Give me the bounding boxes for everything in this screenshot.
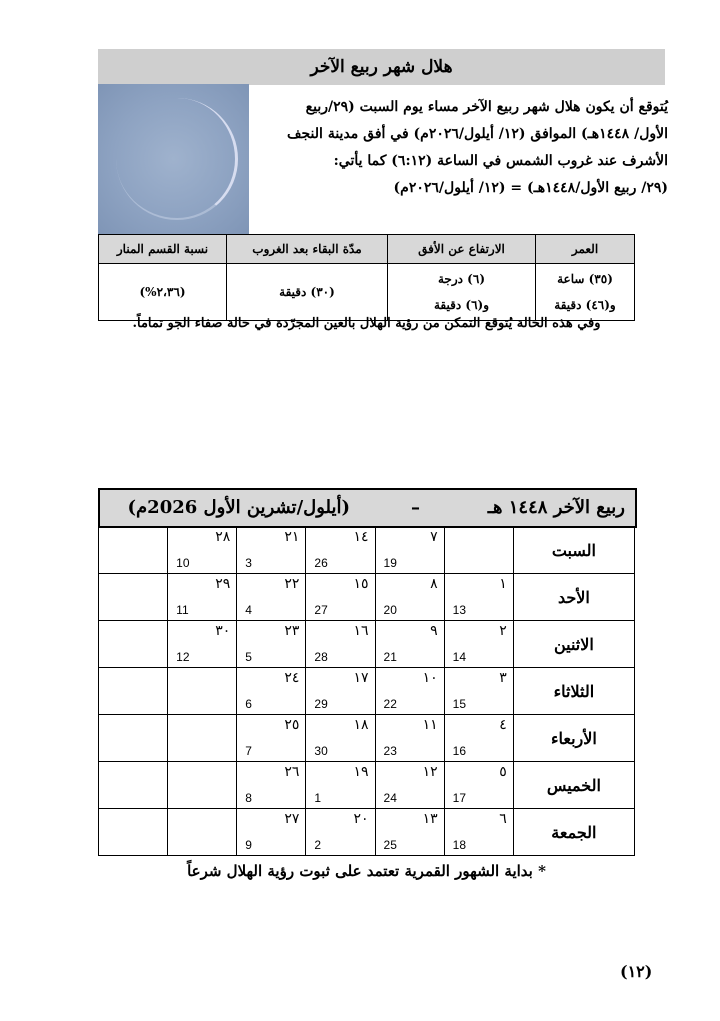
gregorian-day-number: 16 xyxy=(452,744,467,758)
hijri-day-number: ٢٣ xyxy=(284,623,300,639)
hijri-day-number: ١٨ xyxy=(353,717,369,733)
footnote: * بداية الشهور القمرية تعتمد على ثبوت رؤية الهلال شرعاً xyxy=(187,862,546,880)
hijri-day-number: ٢٤ xyxy=(284,670,300,686)
gregorian-day-number: 9 xyxy=(245,838,252,852)
calendar-row xyxy=(99,527,635,574)
gregorian-day-number: 22 xyxy=(383,697,397,711)
age-hours: (٣٥) ساعة xyxy=(557,272,613,286)
calendar-row xyxy=(99,574,635,621)
hijri-day-number: ١٦ xyxy=(353,623,369,639)
gregorian-day-number: 23 xyxy=(383,744,397,758)
hijri-day-number: ٢٦ xyxy=(284,764,300,780)
weekday-label: الثلاثاء xyxy=(513,668,634,715)
hijri-day-number: ٥ xyxy=(499,764,507,780)
calendar-row xyxy=(99,809,635,856)
hijri-day-number: ١ xyxy=(499,576,507,592)
crescent-moon-image xyxy=(98,84,249,234)
page-number: (١٢) xyxy=(620,962,653,981)
hijri-day-number: ٨ xyxy=(430,576,438,592)
calendar-cell xyxy=(375,527,444,574)
calendar-cell xyxy=(444,621,513,668)
gregorian-day-number: 2 xyxy=(314,838,322,852)
gregorian-day-number: 20 xyxy=(383,603,397,617)
observation-header-row xyxy=(99,235,635,264)
hijri-day-number: ١٠ xyxy=(422,670,438,686)
hijri-day-number: ٢١ xyxy=(284,529,300,545)
calendar-row xyxy=(99,715,635,762)
crescent-arc xyxy=(116,98,238,220)
calendar-cell xyxy=(168,574,237,621)
calendar-cell xyxy=(237,621,306,668)
intro-line-3: الأشرف عند غروب الشمس في الساعة (٦:١٢) كما يأتي: xyxy=(333,153,668,169)
hijri-day-number: ٢ xyxy=(499,623,507,639)
hijri-day-number: ٧ xyxy=(430,529,438,545)
calendar-cell xyxy=(306,668,375,715)
calendar-cell xyxy=(99,715,168,762)
gregorian-day-number: 19 xyxy=(383,556,397,570)
weekday-label: الأحد xyxy=(513,574,634,621)
altitude-minutes: و(٦) دقيقة xyxy=(434,298,489,312)
duration-value: (٣٠) دقيقة xyxy=(227,264,388,321)
calendar-row xyxy=(99,668,635,715)
gregorian-month-title: (أيلول/تشرين الأول 2026م) xyxy=(127,497,350,518)
title-separator: – xyxy=(411,497,420,518)
weekday-label: السبت xyxy=(513,527,634,574)
header-illumination: نسبة القسم المنار xyxy=(99,235,227,264)
calendar-cell xyxy=(99,527,168,574)
calendar-cell xyxy=(306,809,375,856)
altitude-value xyxy=(388,264,536,321)
gregorian-day-number: 26 xyxy=(314,556,328,570)
calendar-cell xyxy=(375,668,444,715)
gregorian-day-number: 30 xyxy=(314,744,328,758)
hijri-month-title: ربيع الآخر ١٤٤٨ هـ xyxy=(487,497,625,518)
intro-paragraph xyxy=(258,94,668,175)
hijri-day-number: ٢٧ xyxy=(284,811,300,827)
age-value xyxy=(536,264,635,321)
calendar-cell xyxy=(168,527,237,574)
calendar-row xyxy=(99,621,635,668)
calendar-cell xyxy=(444,762,513,809)
calendar-cell xyxy=(444,715,513,762)
calendar-cell xyxy=(444,809,513,856)
calendar-row xyxy=(99,762,635,809)
hijri-day-number: ٢٥ xyxy=(284,717,300,733)
gregorian-day-number: 12 xyxy=(176,650,190,664)
gregorian-day-number: 11 xyxy=(176,603,189,617)
weekday-label: الخميس xyxy=(513,762,634,809)
gregorian-day-number: 3 xyxy=(245,556,252,570)
calendar-cell xyxy=(99,809,168,856)
calendar-cell xyxy=(168,762,237,809)
gregorian-day-number: 21 xyxy=(383,650,397,664)
calendar-cell xyxy=(237,527,306,574)
intro-line-2: الأول/ ١٤٤٨هـ) الموافق (١٢/ أيلول/٢٠٢٦م) في أفق مدينة النجف xyxy=(287,126,668,142)
weekday-label: الجمعة xyxy=(513,809,634,856)
hijri-day-number: ٢٢ xyxy=(284,576,300,592)
hijri-day-number: ٤ xyxy=(499,717,507,733)
hijri-day-number: ١٢ xyxy=(422,764,438,780)
hijri-day-number: ٢٨ xyxy=(215,529,231,545)
calendar-cell xyxy=(375,762,444,809)
calendar-cell xyxy=(168,668,237,715)
gregorian-day-number: 18 xyxy=(452,838,467,852)
calendar-cell xyxy=(237,668,306,715)
calendar-cell xyxy=(168,715,237,762)
calendar-cell xyxy=(237,715,306,762)
hijri-day-number: ١٩ xyxy=(353,764,369,780)
hijri-day-number: ١٥ xyxy=(353,576,369,592)
calendar-cell xyxy=(444,574,513,621)
hijri-day-number: ٩ xyxy=(430,623,438,639)
calendar-cell xyxy=(237,574,306,621)
calendar-cell xyxy=(375,621,444,668)
calendar-cell xyxy=(306,621,375,668)
calendar-cell xyxy=(99,762,168,809)
section-title: هلال شهر ربيع الآخر xyxy=(98,49,665,85)
weekday-label: الاثنين xyxy=(513,621,634,668)
illumination-value: (٢،٣٦%) xyxy=(99,264,227,321)
gregorian-day-number: 24 xyxy=(383,791,397,805)
hijri-day-number: ١١ xyxy=(422,717,438,733)
hijri-day-number: ٣٠ xyxy=(215,623,231,639)
hijri-day-number: ٣ xyxy=(499,670,507,686)
calendar-cell xyxy=(306,715,375,762)
gregorian-day-number: 27 xyxy=(314,603,328,617)
gregorian-day-number: 17 xyxy=(452,791,467,805)
calendar-cell xyxy=(99,668,168,715)
gregorian-day-number: 29 xyxy=(314,697,328,711)
calendar-cell xyxy=(237,762,306,809)
hijri-day-number: ١٧ xyxy=(353,670,369,686)
calendar-cell xyxy=(99,621,168,668)
calendar-cell xyxy=(375,574,444,621)
calendar-header xyxy=(98,488,637,528)
altitude-degrees: (٦) درجة xyxy=(438,272,485,286)
header-altitude: الارتفاع عن الأفق xyxy=(388,235,536,264)
calendar-cell xyxy=(444,527,513,574)
calendar-grid xyxy=(98,526,635,856)
gregorian-day-number: 7 xyxy=(245,744,252,758)
calendar-cell xyxy=(444,668,513,715)
gregorian-day-number: 1 xyxy=(314,791,322,805)
calendar-cell xyxy=(99,574,168,621)
gregorian-day-number: 10 xyxy=(176,556,190,570)
calendar-cell xyxy=(306,762,375,809)
gregorian-day-number: 25 xyxy=(383,838,397,852)
date-equation: (٢٩/ ربيع الأول/١٤٤٨هـ) = (١٢/ أيلول/٢٠٢٦م) xyxy=(393,180,668,196)
calendar-cell xyxy=(168,809,237,856)
hijri-day-number: ١٣ xyxy=(422,811,438,827)
calendar-cell xyxy=(375,715,444,762)
calendar-cell xyxy=(168,621,237,668)
intro-line-1: يُتوقع أن يكون هلال شهر ربيع الآخر مساء يوم السبت (٢٩/ربيع xyxy=(305,99,668,115)
gregorian-day-number: 4 xyxy=(245,603,252,617)
gregorian-day-number: 14 xyxy=(452,650,467,664)
hijri-day-number: ٢٩ xyxy=(215,576,231,592)
age-minutes: و(٤٦) دقيقة xyxy=(554,298,616,312)
header-duration: مدّة البقاء بعد الغروب xyxy=(227,235,388,264)
gregorian-day-number: 6 xyxy=(245,697,252,711)
calendar-cell xyxy=(306,527,375,574)
calendar-cell xyxy=(306,574,375,621)
hijri-day-number: ١٤ xyxy=(353,529,369,545)
gregorian-day-number: 8 xyxy=(245,791,252,805)
gregorian-day-number: 28 xyxy=(314,650,328,664)
gregorian-day-number: 5 xyxy=(245,650,252,664)
calendar-cell xyxy=(237,809,306,856)
weekday-label: الأربعاء xyxy=(513,715,634,762)
hijri-day-number: ٢٠ xyxy=(353,811,369,827)
hijri-day-number: ٦ xyxy=(499,811,507,827)
header-age: العمر xyxy=(536,235,635,264)
visibility-note: وفي هذه الحالة يُتوقع التمكن من رؤية الهلال بالعين المجرّدة في حالة صفاء الجو تماماً. xyxy=(132,316,601,331)
calendar-cell xyxy=(375,809,444,856)
gregorian-day-number: 13 xyxy=(452,603,467,617)
observation-values-row xyxy=(99,264,635,321)
observation-table xyxy=(98,234,635,321)
gregorian-day-number: 15 xyxy=(452,697,467,711)
